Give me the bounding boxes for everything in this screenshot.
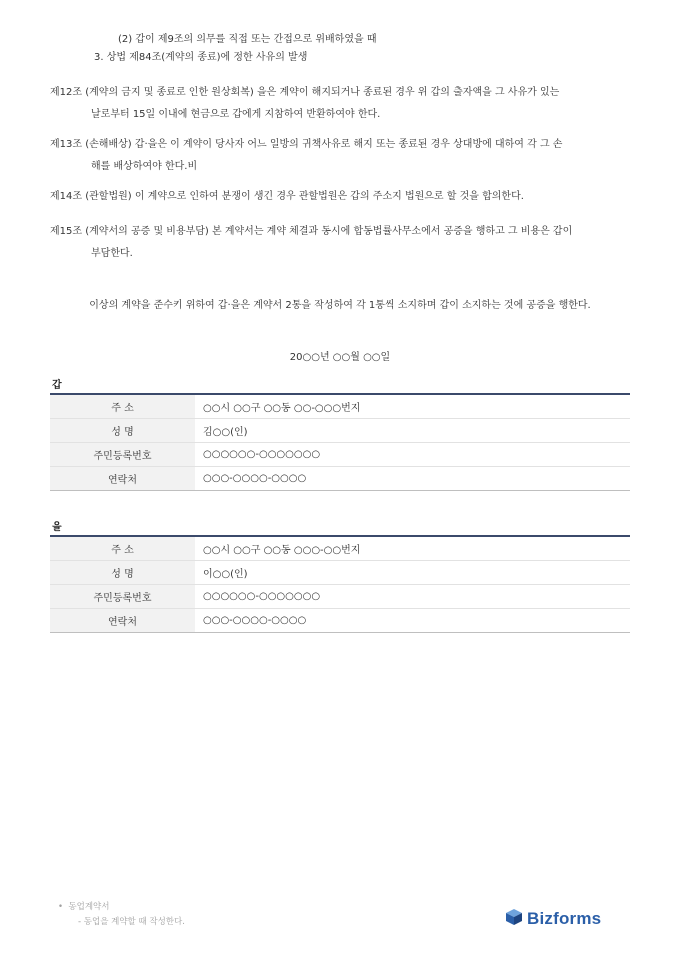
article-line: 제15조 (계약서의 공증 및 비용부담) 본 계약서는 계약 체결과 동시에 합동법률사무소에서 공증을 행하고 그 비용은 갑이 bbox=[50, 226, 573, 237]
table-row bbox=[50, 443, 630, 467]
closing-statement: 이상의 계약을 준수키 위하여 갑·을은 계약서 2통을 작성하여 각 1통씩 소지하며 갑이 소지하는 것에 공증을 행한다. bbox=[89, 300, 591, 311]
clause-item: (2) 갑이 제9조의 의무를 직접 또는 간접으로 위배하였을 때 bbox=[118, 34, 377, 45]
party-a-label: 갑 bbox=[52, 380, 62, 391]
footer-title-text: 동업계약서 bbox=[68, 902, 110, 912]
contact-key: 연락처 bbox=[50, 609, 195, 633]
address-value: ○○시 ○○구 ○○동 ○○○-○○번지 bbox=[195, 536, 630, 561]
address-key: 주 소 bbox=[50, 536, 195, 561]
building-blocks-icon bbox=[505, 908, 523, 930]
contact-value: ○○○-○○○○-○○○○ bbox=[203, 473, 307, 484]
bullet-icon: • bbox=[58, 902, 64, 912]
clause-item: 3. 상법 제84조(계약의 종료)에 정한 사유의 발생 bbox=[94, 52, 308, 63]
table-row bbox=[50, 609, 630, 633]
contract-date: 20○○년 ○○월 ○○일 bbox=[289, 352, 391, 363]
resident-number-key: 주민등록번호 bbox=[50, 443, 195, 467]
article-line: 제12조 (계약의 금지 및 종료로 인한 원상회복) 을은 계약이 해지되거나 종료된 경우 위 갑의 출자액을 그 사유가 있는 bbox=[50, 87, 560, 98]
address-value: ○○시 ○○구 ○○동 ○○-○○○번지 bbox=[195, 394, 630, 419]
table-row bbox=[50, 536, 630, 561]
name-key: 성 명 bbox=[50, 419, 195, 443]
address-key: 주 소 bbox=[50, 394, 195, 419]
contact-value: ○○○-○○○○-○○○○ bbox=[203, 615, 307, 626]
name-key: 성 명 bbox=[50, 561, 195, 585]
party-a-table bbox=[50, 393, 630, 491]
table-row bbox=[50, 419, 630, 443]
article-13 bbox=[50, 134, 635, 178]
article-line: 제14조 (관할법원) 이 계약으로 인하여 분쟁이 생긴 경우 관할법원은 갑의 주소지 법원으로 할 것을 합의한다. bbox=[50, 191, 524, 202]
article-line-cont: 해를 배상하여야 한다.비 bbox=[91, 161, 198, 172]
resident-number-value: ○○○○○○-○○○○○○○ bbox=[195, 443, 630, 467]
party-b-table bbox=[50, 535, 630, 633]
table-row bbox=[50, 467, 630, 491]
bizforms-logo[interactable] bbox=[505, 908, 601, 930]
table-row bbox=[50, 394, 630, 419]
footer-description: - 동업을 계약할 때 작성한다. bbox=[78, 917, 185, 927]
logo-text: Bizforms bbox=[527, 909, 602, 928]
contact-key: 연락처 bbox=[50, 467, 195, 491]
article-15 bbox=[50, 221, 635, 265]
article-line: 제13조 (손해배상) 갑·을은 이 계약이 당사자 어느 일방의 귀책사유로 해지 또는 종료된 경우 상대방에 대하여 각 그 손 bbox=[50, 139, 563, 150]
name-value: 김○○(인) bbox=[195, 419, 630, 443]
party-b-label: 을 bbox=[52, 522, 62, 533]
article-14 bbox=[50, 186, 635, 208]
resident-number-key: 주민등록번호 bbox=[50, 585, 195, 609]
article-line-cont: 날로부터 15일 이내에 현금으로 갑에게 지참하여 반환하여야 한다. bbox=[91, 109, 381, 120]
resident-number-value: ○○○○○○-○○○○○○○ bbox=[195, 585, 630, 609]
name-value: 이○○(인) bbox=[195, 561, 630, 585]
article-line-cont: 부담한다. bbox=[91, 248, 133, 259]
footer-title bbox=[58, 900, 109, 912]
table-row bbox=[50, 585, 630, 609]
article-12 bbox=[50, 82, 635, 126]
table-row bbox=[50, 561, 630, 585]
